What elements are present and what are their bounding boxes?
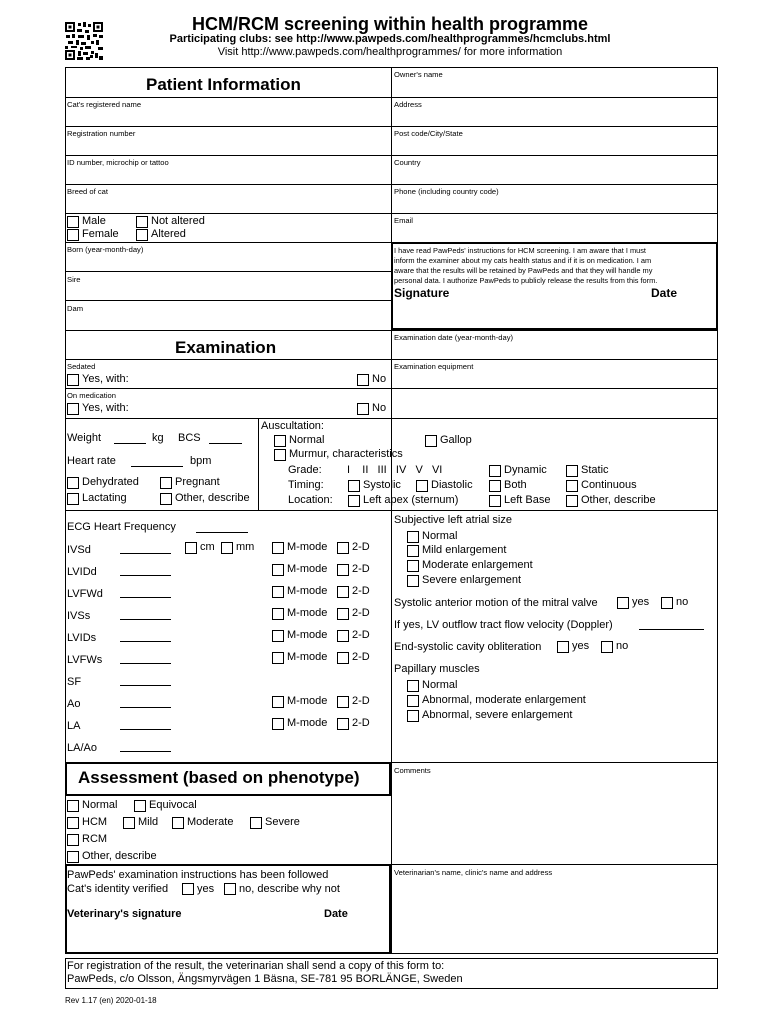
identity-yes-label: yes — [197, 883, 215, 895]
sf-field[interactable] — [120, 685, 171, 686]
equivocal-checkbox[interactable] — [134, 800, 146, 812]
pap-normal-label: Normal — [422, 679, 458, 691]
rcm-label: RCM — [82, 833, 108, 845]
la-mmode-label: M-mode — [287, 717, 328, 729]
eso-yes-checkbox[interactable] — [557, 641, 569, 653]
both-label: Both — [504, 479, 527, 491]
ivss-field[interactable] — [120, 619, 171, 620]
la-2d-checkbox[interactable] — [337, 718, 349, 730]
visit-info: Visit http://www.pawpeds.com/healthprogrammes/ for more information — [217, 46, 563, 58]
vet-signature-label: Veterinary's signature — [67, 908, 182, 920]
lvids-2d-label: 2-D — [352, 629, 370, 641]
lvfws-2d-label: 2-D — [352, 651, 370, 663]
medication-no-label: No — [372, 402, 387, 414]
pregnant-label: Pregnant — [175, 476, 220, 488]
left-apex-label: Left apex (sternum) — [363, 494, 459, 506]
lvidd-mmode-label: M-mode — [287, 563, 328, 575]
bcs-field[interactable] — [209, 443, 242, 444]
owner-signature-label: Signature — [394, 286, 450, 300]
heart-rate-label: Heart rate — [67, 455, 116, 467]
identity-no-checkbox[interactable] — [224, 883, 236, 895]
revision-label: Rev 1.17 (en) 2020-01-18 — [65, 996, 157, 1005]
owner-name-label: Owner's name — [394, 70, 443, 79]
sam-yes-label: yes — [632, 596, 650, 608]
ivsd-label: IVSd — [67, 544, 91, 556]
lvidd-2d-checkbox[interactable] — [337, 564, 349, 576]
lvot-field[interactable] — [639, 629, 704, 630]
vet-name-label: Veterinarian's name, clinic's name and address — [394, 868, 553, 877]
not-altered-label: Not altered — [151, 215, 205, 227]
ivsd-2d-checkbox[interactable] — [337, 542, 349, 554]
diastolic-checkbox[interactable] — [416, 480, 428, 492]
breed-label: Breed of cat — [67, 187, 108, 196]
cm-checkbox[interactable] — [185, 542, 197, 554]
sire-label: Sire — [67, 275, 81, 284]
hcm-severe-checkbox[interactable] — [250, 817, 262, 829]
sam-no-label: no — [676, 596, 689, 608]
weight-field[interactable] — [114, 443, 146, 444]
gallop-label: Gallop — [440, 434, 472, 446]
ivss-label: IVSs — [67, 610, 91, 622]
address-label: Address — [394, 100, 422, 109]
altered-label: Altered — [151, 228, 186, 240]
lvfws-2d-checkbox[interactable] — [337, 652, 349, 664]
owner-date-label: Date — [651, 286, 678, 300]
la-ao-field[interactable] — [120, 751, 171, 752]
lvfwd-field[interactable] — [120, 597, 171, 598]
hcm-moderate-checkbox[interactable] — [172, 817, 184, 829]
heart-rate-field[interactable] — [131, 466, 183, 467]
participating-clubs: Participating clubs: see http://www.pawpeds.com/healthprogrammes/hcmclubs.html — [169, 33, 611, 45]
static-label: Static — [581, 464, 609, 476]
identity-label: Cat's identity verified — [67, 883, 169, 895]
hcm-label: HCM — [82, 816, 108, 828]
systolic-checkbox[interactable] — [348, 480, 360, 492]
lvfws-label: LVFWs — [67, 654, 103, 666]
timing-label: Timing: — [288, 479, 324, 491]
eso-yes-label: yes — [572, 640, 590, 652]
footer-line-1: For registration of the result, the veterinarian shall send a copy of this form to: — [67, 960, 445, 972]
diastolic-label: Diastolic — [431, 479, 473, 491]
ivss-mmode-label: M-mode — [287, 607, 328, 619]
pap-normal-checkbox[interactable] — [407, 680, 419, 692]
la-field[interactable] — [120, 729, 171, 730]
la-2d-label: 2-D — [352, 717, 370, 729]
other-describe-label: Other, describe — [175, 492, 250, 504]
lvfwd-2d-label: 2-D — [352, 585, 370, 597]
mm-label: mm — [236, 541, 255, 553]
eso-no-label: no — [616, 640, 629, 652]
vet-date-label: Date — [324, 908, 348, 920]
lvfws-mmode-checkbox[interactable] — [272, 652, 284, 664]
pap-moderate-checkbox[interactable] — [407, 695, 419, 707]
pregnant-checkbox[interactable] — [160, 477, 172, 489]
cm-label: cm — [200, 541, 215, 553]
assess-normal-checkbox[interactable] — [67, 800, 79, 812]
cat-name-label: Cat's registered name — [67, 100, 142, 109]
footer-line-2: PawPeds, c/o Olsson, Ängsmyrvägen 1 Bäsna, SE-781 95 BORLÄNGE, Sweden — [67, 973, 463, 985]
la-label: LA — [67, 720, 81, 732]
atrial-moderate-label: Moderate enlargement — [422, 559, 533, 571]
on-medication-label: On medication — [67, 391, 116, 400]
ausc-normal-checkbox[interactable] — [274, 435, 286, 447]
lvids-field[interactable] — [120, 641, 171, 642]
identity-no-label: no, describe why not — [239, 883, 340, 895]
consent-line-1: I have read PawPeds' instructions for HCM screening. I am aware that I must — [394, 246, 646, 255]
atrial-severe-label: Severe enlargement — [422, 574, 522, 586]
not-altered-checkbox[interactable] — [136, 216, 148, 228]
comments-label: Comments — [394, 766, 431, 775]
atrial-mild-label: Mild enlargement — [422, 544, 507, 556]
pap-severe-label: Abnormal, severe enlargement — [422, 709, 573, 721]
ao-2d-label: 2-D — [352, 695, 370, 707]
lvids-mmode-checkbox[interactable] — [272, 630, 284, 642]
left-base-label: Left Base — [504, 494, 551, 506]
lactating-checkbox[interactable] — [67, 493, 79, 505]
location-other-checkbox[interactable] — [566, 495, 578, 507]
rcm-checkbox[interactable] — [67, 834, 79, 846]
auscultation-label: Auscultation: — [261, 420, 324, 432]
altered-checkbox[interactable] — [136, 229, 148, 241]
other-describe-checkbox[interactable] — [160, 493, 172, 505]
ivsd-mmode-checkbox[interactable] — [272, 542, 284, 554]
weight-label: Weight — [67, 432, 102, 444]
lvfwd-label: LVFWd — [67, 588, 103, 600]
atrial-moderate-checkbox[interactable] — [407, 560, 419, 572]
sedated-no-label: No — [372, 373, 387, 385]
consent-line-2: inform the examiner about my cats health status and if it is on medication. I am — [394, 256, 652, 265]
instructions-followed: PawPeds' examination instructions has been followed — [67, 869, 329, 881]
consent-line-4: personal data. I authorize PawPeds to publicly release the results from this form. — [394, 276, 658, 285]
patient-info-heading: Patient Information — [146, 75, 301, 94]
exam-date-label: Examination date (year-month-day) — [394, 333, 514, 342]
medication-no-checkbox[interactable] — [357, 403, 369, 415]
born-label: Born (year-month-day) — [67, 245, 144, 254]
pap-severe-checkbox[interactable] — [407, 710, 419, 722]
mm-checkbox[interactable] — [221, 542, 233, 554]
systolic-label: Systolic — [363, 479, 401, 491]
lvfwd-mmode-label: M-mode — [287, 585, 328, 597]
equivocal-label: Equivocal — [149, 799, 197, 811]
bpm-label: bpm — [190, 455, 212, 467]
lvfws-field[interactable] — [120, 663, 171, 664]
lvids-mmode-label: M-mode — [287, 629, 328, 641]
identity-yes-checkbox[interactable] — [182, 883, 194, 895]
country-label: Country — [394, 158, 421, 167]
continuous-checkbox[interactable] — [566, 480, 578, 492]
assess-other-label: Other, describe — [82, 850, 157, 862]
atrial-size-label: Subjective left atrial size — [394, 514, 512, 526]
assess-other-checkbox[interactable] — [67, 851, 79, 863]
male-label: Male — [82, 215, 106, 227]
female-checkbox[interactable] — [67, 229, 79, 241]
reg-number-label: Registration number — [67, 129, 136, 138]
la-ao-label: LA/Ao — [67, 742, 97, 754]
atrial-severe-checkbox[interactable] — [407, 575, 419, 587]
eso-no-checkbox[interactable] — [601, 641, 613, 653]
ivss-mmode-checkbox[interactable] — [272, 608, 284, 620]
ecg-label: ECG Heart Frequency — [67, 521, 176, 533]
hcm-checkbox[interactable] — [67, 817, 79, 829]
lvidd-field[interactable] — [120, 575, 171, 576]
sam-yes-checkbox[interactable] — [617, 597, 629, 609]
ivss-2d-label: 2-D — [352, 607, 370, 619]
ivss-2d-checkbox[interactable] — [337, 608, 349, 620]
lvfws-mmode-label: M-mode — [287, 651, 328, 663]
dam-label: Dam — [67, 304, 84, 313]
lvidd-mmode-checkbox[interactable] — [272, 564, 284, 576]
murmur-label: Murmur, characteristics — [289, 448, 403, 460]
lvfwd-2d-checkbox[interactable] — [337, 586, 349, 598]
exam-equipment-label: Examination equipment — [394, 362, 474, 371]
lvids-2d-checkbox[interactable] — [337, 630, 349, 642]
assess-normal-label: Normal — [82, 799, 118, 811]
ecg-field[interactable] — [196, 532, 248, 533]
lvids-label: LVIDs — [67, 632, 97, 644]
both-checkbox[interactable] — [489, 480, 501, 492]
lvidd-2d-label: 2-D — [352, 563, 370, 575]
hcm-moderate-label: Moderate — [187, 816, 234, 828]
lvidd-label: LVIDd — [67, 566, 97, 578]
dynamic-checkbox[interactable] — [489, 465, 501, 477]
sedated-label: Sedated — [67, 362, 96, 371]
left-apex-checkbox[interactable] — [348, 495, 360, 507]
dehydrated-checkbox[interactable] — [67, 477, 79, 489]
phone-label: Phone (including country code) — [394, 187, 499, 196]
pap-moderate-label: Abnormal, moderate enlargement — [422, 694, 586, 706]
sedated-yes-label: Yes, with: — [82, 373, 129, 385]
dynamic-label: Dynamic — [504, 464, 547, 476]
grade-options[interactable]: I II III IV V VI — [347, 464, 443, 476]
medication-yes-checkbox[interactable] — [67, 403, 79, 415]
ao-2d-checkbox[interactable] — [337, 696, 349, 708]
sedated-yes-checkbox[interactable] — [67, 374, 79, 386]
lvfwd-mmode-checkbox[interactable] — [272, 586, 284, 598]
dehydrated-label: Dehydrated — [82, 476, 139, 488]
location-other-label: Other, describe — [581, 494, 656, 506]
medication-yes-label: Yes, with: — [82, 402, 129, 414]
kg-label: kg — [152, 432, 164, 444]
sf-label: SF — [67, 676, 82, 688]
qr-code — [65, 22, 103, 60]
hcm-severe-label: Severe — [265, 816, 300, 828]
atrial-normal-label: Normal — [422, 530, 458, 542]
postcode-label: Post code/City/State — [394, 129, 463, 138]
male-checkbox[interactable] — [67, 216, 79, 228]
eso-label: End-systolic cavity obliteration — [394, 641, 542, 653]
ao-field[interactable] — [120, 707, 171, 708]
sam-label: Systolic anterior motion of the mitral valve — [394, 597, 598, 609]
ausc-normal-label: Normal — [289, 434, 325, 446]
consent-line-3: aware that the results will be retained by PawPeds and that they will handle my — [394, 266, 653, 275]
murmur-checkbox[interactable] — [274, 449, 286, 461]
static-checkbox[interactable] — [566, 465, 578, 477]
ao-label: Ao — [67, 698, 81, 710]
examination-heading: Examination — [175, 338, 277, 357]
ivsd-field[interactable] — [120, 553, 171, 554]
assessment-heading: Assessment (based on phenotype) — [78, 768, 360, 787]
atrial-mild-checkbox[interactable] — [407, 545, 419, 557]
ivsd-mmode-label: M-mode — [287, 541, 328, 553]
atrial-normal-checkbox[interactable] — [407, 531, 419, 543]
sam-no-checkbox[interactable] — [661, 597, 673, 609]
ao-mmode-label: M-mode — [287, 695, 328, 707]
gallop-checkbox[interactable] — [425, 435, 437, 447]
ao-mmode-checkbox[interactable] — [272, 696, 284, 708]
email-label: Email — [394, 216, 413, 225]
ivsd-2d-label: 2-D — [352, 541, 370, 553]
grade-label: Grade: — [288, 464, 322, 476]
papillary-label: Papillary muscles — [394, 663, 480, 675]
lvot-label: If yes, LV outflow tract flow velocity (Doppler) — [394, 619, 613, 631]
id-number-label: ID number, microchip or tattoo — [67, 158, 169, 167]
form-title: HCM/RCM screening within health programme — [191, 14, 589, 34]
bcs-label: BCS — [178, 432, 201, 444]
hcm-mild-checkbox[interactable] — [123, 817, 135, 829]
hcm-mild-label: Mild — [138, 816, 159, 828]
continuous-label: Continuous — [581, 479, 637, 491]
sedated-no-checkbox[interactable] — [357, 374, 369, 386]
la-mmode-checkbox[interactable] — [272, 718, 284, 730]
female-label: Female — [82, 228, 119, 240]
location-label: Location: — [288, 494, 333, 506]
lactating-label: Lactating — [82, 492, 127, 504]
left-base-checkbox[interactable] — [489, 495, 501, 507]
